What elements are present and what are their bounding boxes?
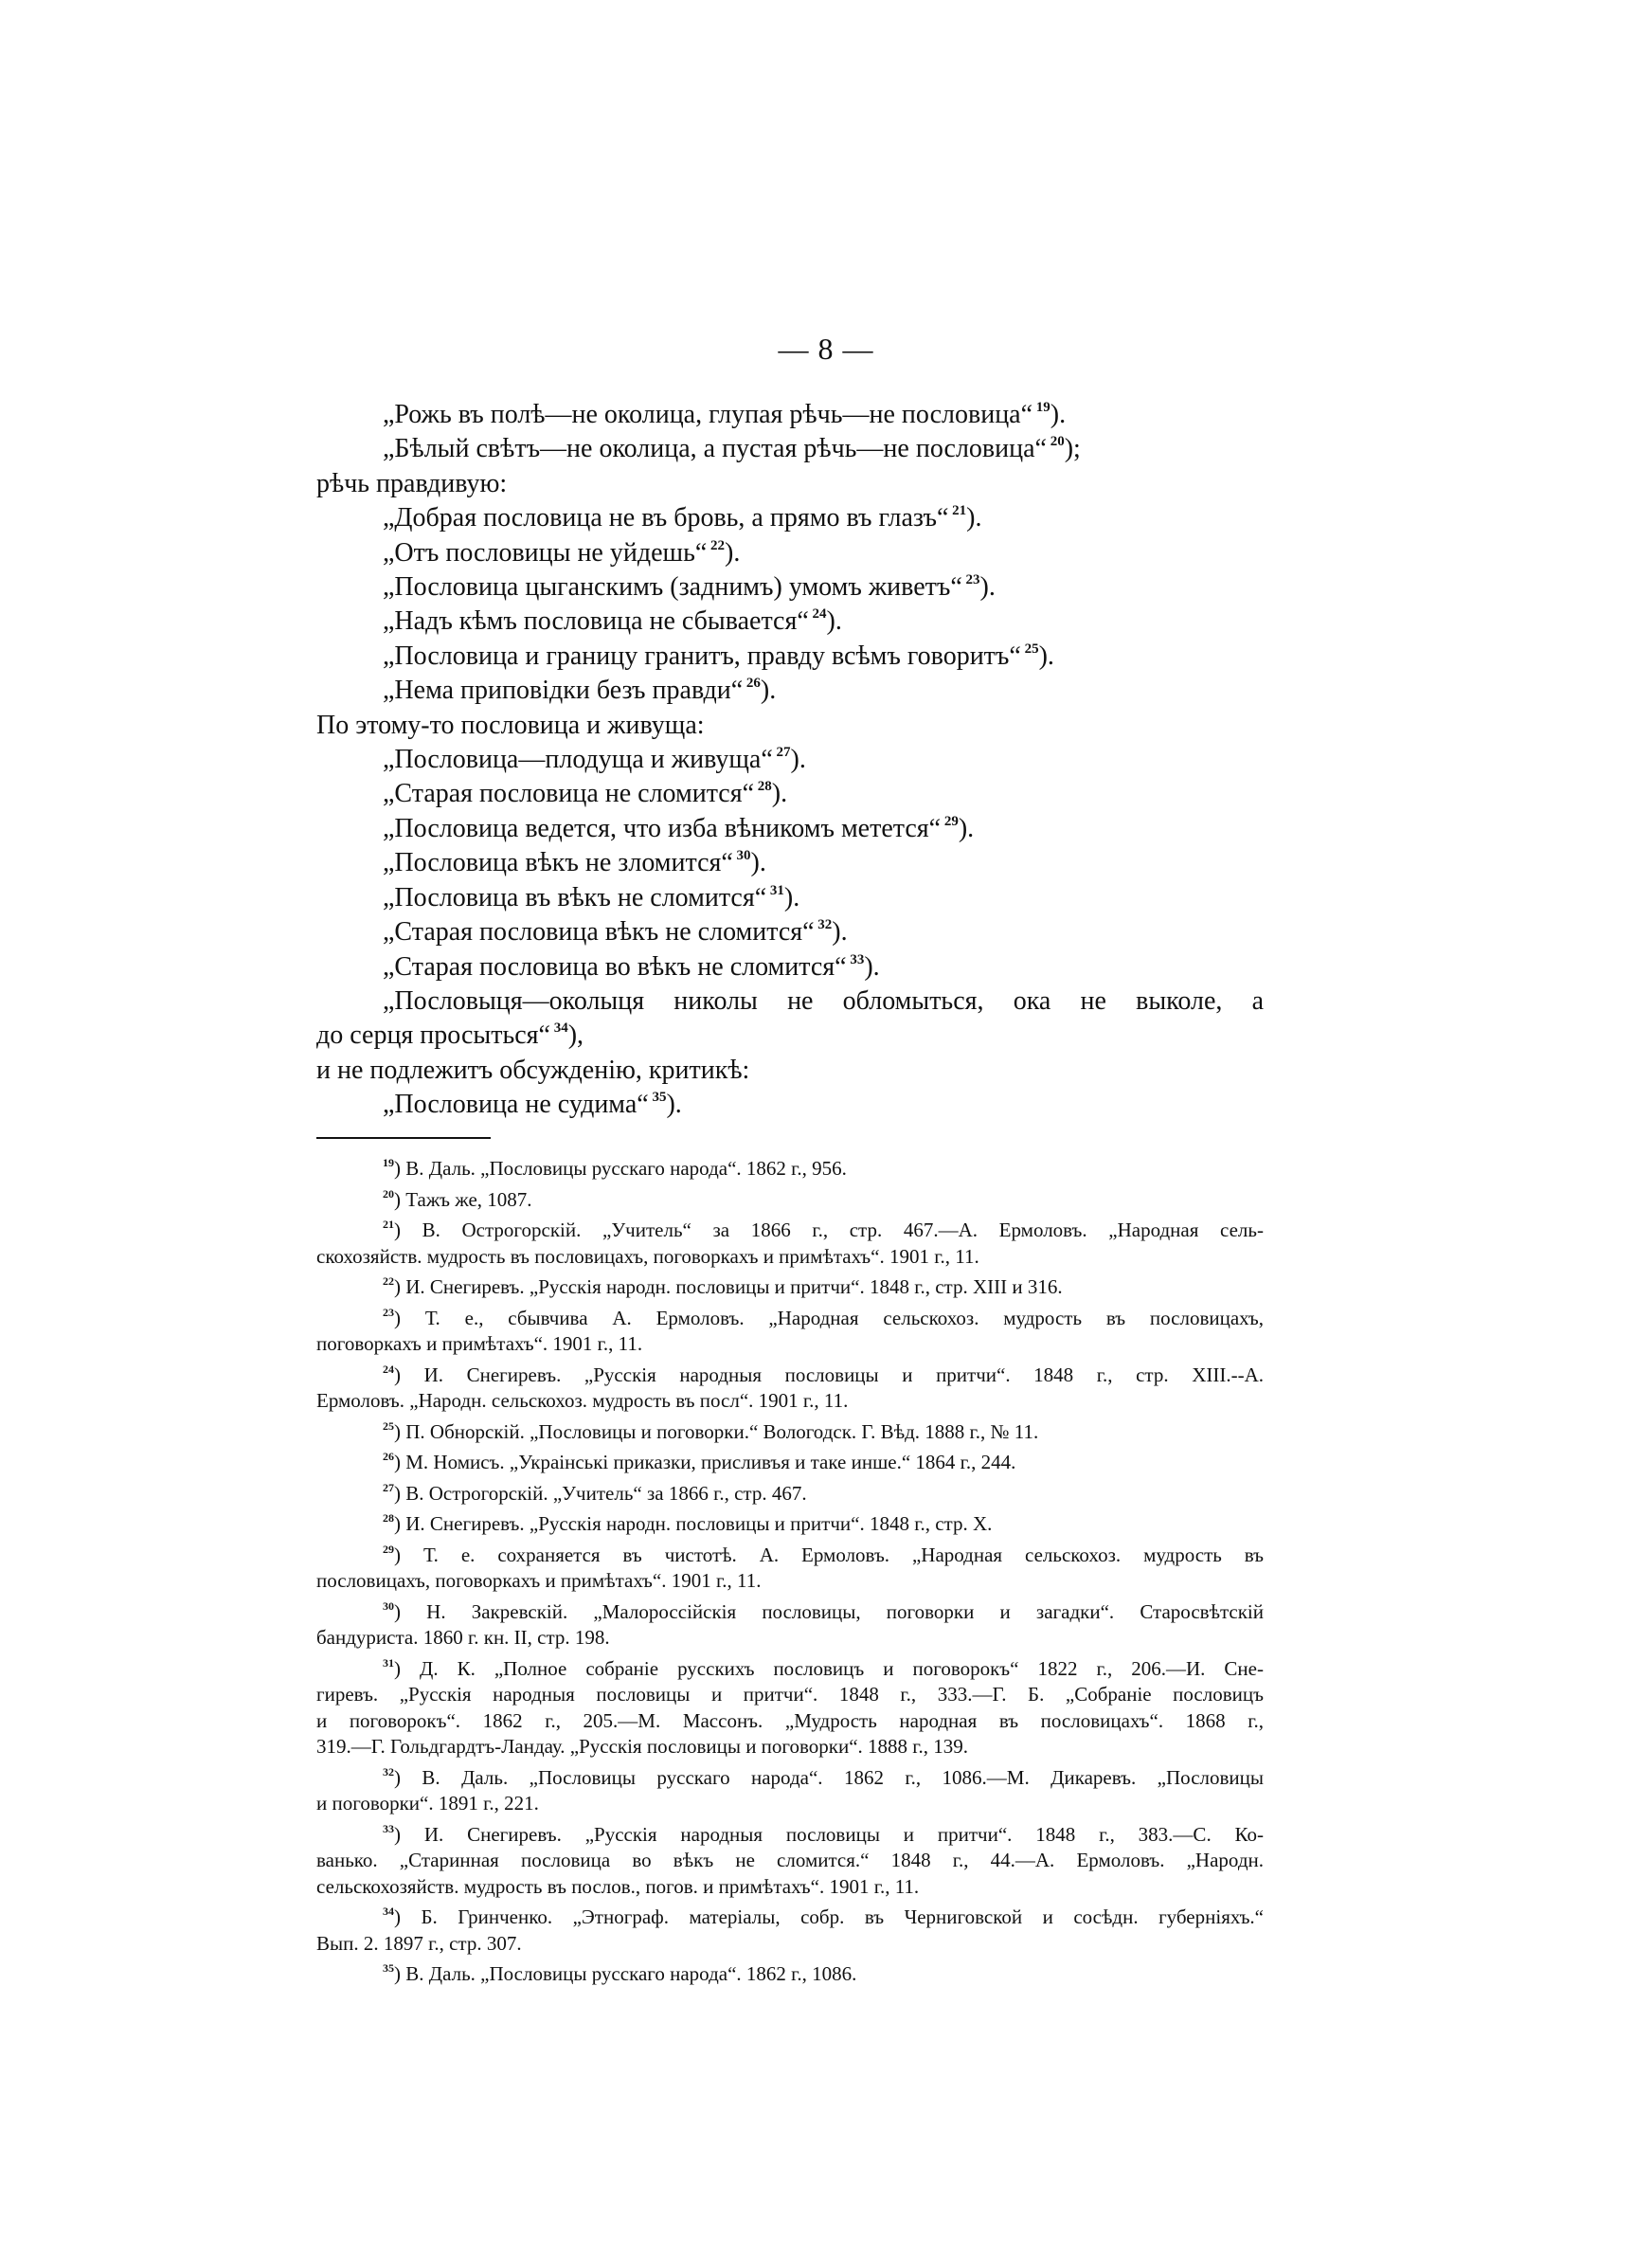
footnote-ref[interactable]: 30 [732,848,751,864]
page-number: — 8 — [778,332,874,366]
footnote-text: В. Даль. „Пословицы русскаго народа“. 1862 г., 1086. [405,1962,857,1985]
body-line [316,743,1264,777]
footnote [316,1961,1264,1988]
footnote-text: скохозяйств. мудрость въ пословицахъ, поговоркахъ и примѣтахъ“. 1901 г., 11. [316,1244,979,1268]
body-line-tail: ). [1038,641,1054,671]
footnote-paren: ) [394,1481,406,1505]
footnote-paren: ) [394,1219,422,1241]
footnote-line [316,1734,1264,1760]
footnote-text: 319.—Г. Гольдгардтъ-Ландау. „Русскія пословицы и поговорки“. 1888 г., 139. [316,1735,969,1758]
footnote-line [316,1822,1264,1849]
body-line [316,536,1264,570]
footnote-number: 35 [383,1961,394,1975]
footnote-text: П. Обнорскій. „Пословицы и поговорки.“ Вологодск. Г. Вѣд. 1888 г., № 11. [405,1419,1039,1443]
footnote [316,1363,1264,1415]
body-line-text: рѣчь правдивую: [316,468,508,498]
footnote-ref[interactable]: 24 [808,606,827,623]
footnote-line [316,1450,1264,1476]
footnote [316,1599,1264,1652]
footnote [316,1656,1264,1760]
body-line [316,915,1264,949]
footnote-paren: ) [394,1306,425,1329]
body-line-text: „Бѣлый свѣтъ—не околица, а пустая рѣчь—не пословица“ [383,434,1047,464]
footnote-ref[interactable]: 27 [772,745,791,761]
body-line [316,846,1264,880]
footnote-text: В. Даль. „Пословицы русскаго народа“. 1862 г., 956. [405,1157,847,1180]
body-line-text: „Отъ пословицы не уйдешь“ [383,537,708,568]
footnote-line [316,1419,1264,1446]
body-line [316,1019,1264,1053]
body-line [316,674,1264,708]
body-line [316,984,1264,1019]
footnote-ref[interactable]: 26 [743,676,761,692]
footnote-text: Т. е., сбывчива А. Ермоловъ. „Народная сельскохоз. мудрость въ пословицахъ, [424,1306,1264,1329]
footnote-text: Вып. 2. 1897 г., стр. 307. [316,1931,522,1955]
footnote-line [316,1218,1264,1244]
footnote-ref[interactable]: 20 [1046,434,1065,450]
body-line-tail: ). [864,951,880,982]
footnote-text: И. Снегиревъ. „Русскія народныя пословицы и притчи“. 1848 г., стр. XIII.--А. [423,1363,1264,1386]
footnote-number: 21 [383,1218,394,1231]
footnote-number: 31 [383,1655,394,1670]
body-line-tail: ). [1050,400,1067,429]
footnote-separator [316,1137,491,1139]
footnote-text: Тажъ же, 1087. [405,1187,532,1211]
footnote-line [316,1363,1264,1389]
body-line [316,467,1264,501]
footnote-text: И. Снегиревъ. „Русскія народн. пословицы и притчи“. 1848 г., стр. X. [405,1512,993,1535]
footnote-number: 23 [383,1305,394,1319]
footnote [316,1450,1264,1476]
footnote-line [316,1599,1264,1626]
body-line-text: „Старая пословица не сломится“ [383,779,755,809]
footnote-ref[interactable]: 35 [648,1090,667,1106]
footnote [316,1218,1264,1270]
footnote-text: В. Даль. „Пословицы русскаго народа“. 1862 г., 1086.—М. Дикаревъ. „Пословицы [422,1765,1264,1789]
body-line-text: „Старая пословица вѣкъ не сломится“ [383,917,815,948]
footnote-number: 26 [383,1450,394,1463]
footnote-ref[interactable]: 21 [948,503,967,519]
body-line [316,709,1264,743]
body-line-tail: ). [666,1090,682,1120]
footnote-line [316,1568,1264,1595]
body-line-tail: ). [790,745,806,775]
footnote [316,1274,1264,1301]
footnote-text: М. Номисъ. „Украінські приказки, присливъя и таке инше.“ 1864 г., 244. [405,1451,1016,1473]
footnote-line [316,1331,1264,1358]
body-line-text: „Пословица ведется, что изба вѣникомъ метется“ [383,813,942,843]
footnote-paren: ) [394,1905,422,1928]
footnote-paren: ) [394,1187,406,1211]
footnote-number: 29 [383,1542,394,1556]
footnote-line [316,1656,1264,1683]
footnote-paren: ) [394,1275,406,1298]
footnote-line [316,1388,1264,1415]
footnote-line [316,1625,1264,1652]
footnote-ref[interactable]: 28 [754,779,772,795]
footnote-paren: ) [394,1656,420,1680]
footnote-number: 30 [383,1598,394,1613]
footnote-text: В. Острогорскій. „Учитель“ за 1866 г., стр. 467. [405,1481,807,1505]
footnote-number: 32 [383,1764,394,1779]
footnote [316,1187,1264,1214]
body-line-tail: ). [771,779,788,809]
footnote-ref[interactable]: 32 [814,917,833,933]
footnote-ref[interactable]: 23 [961,572,980,588]
footnote-number: 28 [383,1511,394,1525]
body-line-tail: ). [966,503,982,533]
body-line-tail: ). [979,572,996,603]
footnote-line [316,1931,1264,1958]
footnote-line [316,1708,1264,1735]
footnote [316,1156,1264,1183]
footnote-line [316,1481,1264,1508]
body-line-text: „Пословица въ вѣкъ не сломится“ [383,882,767,912]
footnote-line [316,1274,1264,1301]
body-line-tail: ). [783,882,800,912]
body-line-tail: ). [725,537,741,568]
footnote-paren: ) [394,1543,423,1566]
body-line-text: „Рожь въ полѣ—не околица, глупая рѣчь—не пословица“ [383,400,1033,429]
footnote-line [316,1905,1264,1931]
body-line [316,881,1264,915]
body-line-tail: ). [832,917,848,948]
footnote-ref[interactable]: 25 [1020,641,1039,657]
footnote [316,1905,1264,1957]
footnote [316,1822,1264,1901]
body-line-text: По этому-то пословица и живуща: [316,710,705,740]
footnote-line [316,1156,1264,1183]
footnote-text: Ермоловъ. „Народн. сельскохоз. мудрость въ посл“. 1901 г., 11. [316,1389,849,1412]
footnote-ref[interactable]: 29 [941,813,959,829]
footnote-paren: ) [394,1599,427,1623]
footnote-text: гиревъ. „Русскія народныя пословицы и притчи“. 1848 г., 333.—Г. Б. „Собраніе пословицъ [316,1683,1264,1706]
body-line-tail: ). [958,813,975,843]
body-line-text: и не подлежитъ обсужденію, критикѣ: [316,1055,750,1085]
footnote-paren: ) [394,1157,406,1180]
body-line-text: „Пословица и границу гранитъ, правду всѣмъ говоритъ“ [383,641,1021,671]
body-line-tail: ). [750,848,766,878]
body-line-text: „Пословица вѣкъ не зломится“ [383,848,733,878]
body-line [316,950,1264,984]
body-line-text: „Надъ кѣмъ пословица не сбывается“ [383,606,809,637]
body-line [316,1054,1264,1088]
footnote-ref[interactable]: 31 [766,882,784,898]
footnote-text: и поговорокъ“. 1862 г., 205.—М. Массонъ. „Мудрость народная въ пословицахъ“. 1868 г., [316,1708,1264,1732]
body-line-text: „Пословица цыганскимъ (заднимъ) умомъ живетъ“ [383,572,962,603]
footnote-paren: ) [394,1451,406,1473]
body-line-tail: ). [760,676,777,706]
footnote-paren: ) [394,1363,424,1386]
footnote-line [316,1682,1264,1708]
footnote-ref[interactable]: 19 [1032,400,1050,415]
body-line [316,501,1264,535]
footnote-paren: ) [394,1822,424,1846]
footnote-text: Н. Закревскій. „Малороссійскія пословицы, поговорки и загадки“. Старосвѣтскій [426,1599,1265,1623]
footnote-text: В. Острогорскій. „Учитель“ за 1866 г., стр. 467.—А. Ермоловъ. „Народная сель- [422,1219,1264,1241]
footnote-text: бандуриста. 1860 г. кн. II, стр. 198. [316,1626,610,1649]
footnote-line [316,1765,1264,1792]
footnote-text: пословицахъ, поговоркахъ и примѣтахъ“. 1901 г., 11. [316,1569,762,1592]
body-line [316,812,1264,846]
footnote-paren: ) [394,1512,406,1535]
body-line [316,1088,1264,1122]
body-line [316,398,1264,432]
footnote-paren: ) [394,1962,406,1985]
footnote-number: 34 [383,1905,394,1918]
footnote [316,1419,1264,1446]
footnote-line [316,1187,1264,1214]
body-line-tail: ). [826,606,842,637]
footnote-text: Б. Гринченко. „Этнограф. матеріалы, собр. въ Черниговской и сосѣдн. губерніяхъ.“ [421,1905,1264,1928]
footnote-text: И. Снегиревъ. „Русскія народн. пословицы и притчи“. 1848 г., стр. XIII и 316. [405,1275,1063,1298]
body-line-tail: ), [567,1020,584,1051]
body-line-text: „Пословица не судима“ [383,1090,649,1120]
footnote-number: 25 [383,1418,394,1433]
footnote-ref[interactable]: 34 [549,1020,568,1037]
body-line-text: „Добрая пословица не въ бровь, а прямо въ глазъ“ [383,503,949,533]
main-text [316,398,1264,1123]
footnote-text: Т. е. сохраняется въ чистотѣ. А. Ермоловъ. „Народная сельскохоз. мудрость въ [422,1543,1265,1566]
footnote-number: 20 [383,1186,394,1201]
footnote-number: 33 [383,1821,394,1835]
footnote-line [316,1511,1264,1538]
body-line [316,570,1264,605]
footnote-paren: ) [394,1419,406,1443]
footnote-text: И. Снегиревъ. „Русскія народныя пословицы и притчи“. 1848 г., 383.—С. Ко- [423,1822,1264,1846]
footnote-line [316,1306,1264,1332]
footnote-number: 19 [383,1156,394,1169]
footnotes [316,1156,1264,1993]
body-line-text: до серця просыться“ [316,1020,550,1051]
body-line-text: „Старая пословица во вѣкъ не сломится“ [383,951,847,982]
footnote-line [316,1961,1264,1988]
footnote-number: 24 [383,1362,394,1376]
footnote-line [316,1791,1264,1817]
footnote-ref[interactable]: 22 [707,537,726,553]
footnote-text: сельскохозяйств. мудрость въ послов., погов. и примѣтахъ“. 1901 г., 11. [316,1874,920,1898]
footnote-line [316,1244,1264,1271]
footnote-text: поговоркахъ и примѣтахъ“. 1901 г., 11. [316,1332,643,1355]
footnote-line [316,1543,1264,1569]
body-line-text: „Пословыця—околыця николы не обломыться, ока не выколе, а [383,985,1264,1016]
body-line-tail: ); [1064,434,1081,464]
footnote-line [316,1874,1264,1901]
body-line-text: „Нема приповідки безъ правди“ [383,676,744,706]
body-line-text: „Пословица—плодуща и живуща“ [383,745,773,775]
footnote-ref[interactable]: 33 [846,951,865,967]
footnote-text: ванько. „Старинная пословица во вѣкъ не сломится.“ 1848 г., 44.—А. Ермоловъ. „Народн. [316,1849,1264,1871]
footnote-paren: ) [394,1765,422,1789]
footnote-text: и поговорки“. 1891 г., 221. [316,1792,539,1815]
footnote-number: 27 [383,1480,394,1494]
body-line [316,640,1264,674]
body-line [316,432,1264,466]
body-line [316,605,1264,639]
footnote [316,1306,1264,1358]
footnote [316,1481,1264,1508]
footnote [316,1511,1264,1538]
footnote [316,1765,1264,1817]
footnote-number: 22 [383,1274,394,1288]
footnote-line [316,1848,1264,1874]
body-line [316,777,1264,811]
footnote-text: Д. К. „Полное собраніе русскихъ пословицъ и поговорокъ“ 1822 г., 206.—И. Сне- [420,1656,1264,1680]
footnote [316,1543,1264,1595]
